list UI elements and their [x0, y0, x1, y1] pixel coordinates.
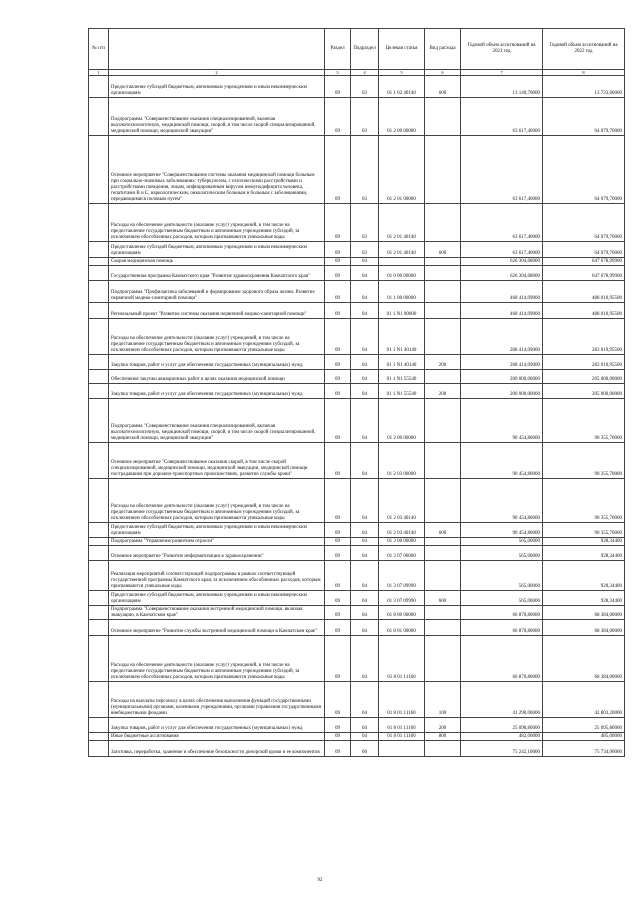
row-vr	[425, 479, 461, 523]
row-vr	[425, 606, 461, 620]
row-podrazdel: 04	[351, 281, 379, 303]
row-amount-2021: 565,00000	[461, 561, 543, 591]
row-amount-2022: 488 010,95500	[543, 303, 625, 319]
row-csr: 01 1 N1 55540	[379, 370, 425, 384]
row-name: Расходы на выплаты персоналу в целях обеспечения выполнения функций государственными (муниципальными) органами, казенными учреждениями, органами управления государственными внебюджетными фондами	[109, 682, 325, 718]
row-vr	[425, 561, 461, 591]
row-amount-2021: 468 414,09000	[461, 303, 543, 319]
row-amount-2021: 565,00000	[461, 546, 543, 561]
row-razdel: 09	[325, 319, 351, 355]
row-csr: 01 2 03 00000	[379, 443, 425, 479]
row-razdel: 09	[325, 98, 351, 136]
column-number: 3	[325, 70, 351, 76]
row-number	[89, 591, 109, 606]
row-csr: 01 8 01 11160	[379, 682, 425, 718]
row-name: Расходы на обеспечение деятельности (оказание услуг) учреждений, в том числе на предоставление государственным бюджетным и автономным учреждениям субсидий, за исключением обособленных расходов, которым присваиваются уникальные коды	[109, 319, 325, 355]
row-podrazdel: 03	[351, 242, 379, 258]
row-amount-2022: 68 384,00000	[543, 606, 625, 620]
row-podrazdel: 04	[351, 523, 379, 538]
row-csr: 01 2 03 40140	[379, 479, 425, 523]
row-csr: 01 2 00 00000	[379, 399, 425, 443]
row-podrazdel: 04	[351, 538, 379, 546]
row-podrazdel: 04	[351, 370, 379, 384]
row-vr	[425, 136, 461, 204]
row-csr: 01 3 07 09990	[379, 591, 425, 606]
table-row	[89, 636, 625, 682]
table-row	[89, 620, 625, 636]
row-name: Обеспечение закупки авиационных работ в целях оказания медицинской помощи	[109, 370, 325, 384]
table-row	[89, 682, 625, 718]
row-name: Предоставление субсидий бюджетным, автономным учреждениям и иным некоммерческим организациям	[109, 591, 325, 606]
row-razdel: 09	[325, 443, 351, 479]
row-name: Государственная программа Камчатского края "Развитие здравоохранения Камчатского края"	[109, 266, 325, 281]
row-amount-2021: 268 414,09000	[461, 319, 543, 355]
row-name: Скорая медицинская помощь	[109, 258, 325, 266]
row-vr: 200	[425, 718, 461, 733]
row-amount-2021: 626 304,68000	[461, 258, 543, 266]
row-razdel: 09	[325, 741, 351, 757]
row-razdel: 09	[325, 281, 351, 303]
table-row	[89, 384, 625, 399]
budget-table	[88, 28, 625, 757]
header-num: № п/п	[89, 29, 109, 70]
row-number	[89, 281, 109, 303]
table-row	[89, 399, 625, 443]
row-amount-2021: 468 414,09000	[461, 281, 543, 303]
row-name: Основное мероприятие "Совершенствование оказания скорой, в том числе скорой специализированной, медицинской помощи, медицинской эвакуации, медицинской помощи пострадавшим при дорожно-транспортных происшествиях, развитие службы крови"	[109, 443, 325, 479]
row-amount-2022: 928,34400	[543, 591, 625, 606]
row-amount-2021: 482,00000	[461, 733, 543, 741]
row-name: Основное мероприятие "Совершенствование системы оказания медицинской помощи больным при социально-значимых заболеваниях: туберкулезом, с психическими расстройствами и расстройствами поведения, лицам, инфицированным вирусом иммунодефицита человека, гепатитами B и C, наркологическим, онкологическим больным и больным с заболеваниями, передающимися половым путем"	[109, 136, 325, 204]
column-number: 7	[461, 70, 543, 76]
column-number: 4	[351, 70, 379, 76]
row-razdel: 09	[325, 538, 351, 546]
row-vr	[425, 281, 461, 303]
row-razdel: 09	[325, 479, 351, 523]
header-2021: Годовой объем ассигнований на 2021 год	[461, 29, 543, 70]
row-amount-2021: 25 098,80000	[461, 718, 543, 733]
row-amount-2021: 200 000,00000	[461, 370, 543, 384]
row-number	[89, 370, 109, 384]
row-amount-2021: 63 617,40000	[461, 136, 543, 204]
row-amount-2021: 90 454,80000	[461, 443, 543, 479]
row-podrazdel: 04	[351, 258, 379, 266]
column-number: 6	[425, 70, 461, 76]
row-csr: 01 1 N1 40140	[379, 355, 425, 370]
row-amount-2022: 928,34400	[543, 561, 625, 591]
table-row	[89, 370, 625, 384]
row-razdel: 09	[325, 303, 351, 319]
row-name: Предоставление субсидий бюджетным, автономным учреждениям и иным некоммерческим организациям	[109, 242, 325, 258]
row-csr: 01 8 01 11160	[379, 636, 425, 682]
row-number	[89, 620, 109, 636]
row-podrazdel: 04	[351, 443, 379, 479]
row-podrazdel: 03	[351, 76, 379, 98]
row-amount-2021: 90 454,80000	[461, 479, 543, 523]
row-podrazdel: 04	[351, 606, 379, 620]
row-csr: 01 8 01 00000	[379, 620, 425, 636]
row-csr: 01 2 01 00000	[379, 136, 425, 204]
column-number: 2	[109, 70, 325, 76]
column-number: 8	[543, 70, 625, 76]
row-podrazdel: 04	[351, 620, 379, 636]
row-vr	[425, 204, 461, 242]
row-razdel: 09	[325, 76, 351, 98]
row-razdel: 09	[325, 620, 351, 636]
row-amount-2022: 25 095,80000	[543, 718, 625, 733]
table-row	[89, 591, 625, 606]
row-number	[89, 538, 109, 546]
row-podrazdel: 04	[351, 479, 379, 523]
row-podrazdel: 04	[351, 399, 379, 443]
table-row	[89, 281, 625, 303]
row-name: Региональный проект "Развитие системы оказания первичной медико-санитарной помощи"	[109, 303, 325, 319]
row-name: Подпрограмма "Профилактика заболеваний и формирование здорового образа жизни. Развитие первичной медико-санитарной помощи"	[109, 281, 325, 303]
row-name: Реализация мероприятий соответствующей подпрограммы в рамках соответствующей государственной программы Камчатского края, за исключением обособленных расходов, которым присваиваются уникальные коды	[109, 561, 325, 591]
table-row	[89, 204, 625, 242]
row-csr: 01 8 00 00000	[379, 606, 425, 620]
row-razdel: 09	[325, 355, 351, 370]
table-row	[89, 242, 625, 258]
row-vr	[425, 266, 461, 281]
row-number	[89, 384, 109, 399]
row-number	[89, 98, 109, 136]
row-podrazdel: 04	[351, 718, 379, 733]
row-csr: 01 8 01 11160	[379, 718, 425, 733]
row-amount-2022: 488 010,95500	[543, 281, 625, 303]
row-amount-2022: 647 678,99900	[543, 258, 625, 266]
row-amount-2021: 66 870,80000	[461, 620, 543, 636]
row-amount-2021: 41 290,00000	[461, 682, 543, 718]
row-razdel: 09	[325, 384, 351, 399]
row-amount-2022: 75 734,90000	[543, 741, 625, 757]
row-name: Предоставление субсидий бюджетным, автономным учреждениям и иным некоммерческим организациям	[109, 76, 325, 98]
row-number	[89, 443, 109, 479]
table-row	[89, 523, 625, 538]
table-row	[89, 76, 625, 98]
row-podrazdel: 04	[351, 591, 379, 606]
row-amount-2022: 928,34400	[543, 538, 625, 546]
row-amount-2021: 66 870,80000	[461, 606, 543, 620]
row-csr: 01 2 03 40140	[379, 523, 425, 538]
row-amount-2021: 63 617,40000	[461, 98, 543, 136]
row-podrazdel: 04	[351, 682, 379, 718]
table-header-row	[89, 29, 625, 70]
row-csr	[379, 258, 425, 266]
row-amount-2022: 90 355,70000	[543, 523, 625, 538]
header-podrazdel: Подраздел	[351, 29, 379, 70]
row-amount-2022: 42 803,20000	[543, 682, 625, 718]
row-vr	[425, 620, 461, 636]
row-amount-2021: 200 000,00000	[461, 384, 543, 399]
row-amount-2022: 68 384,00000	[543, 636, 625, 682]
row-name: Основное мероприятие "Развитие информатизации в здравоохранении"	[109, 546, 325, 561]
row-razdel: 09	[325, 258, 351, 266]
row-csr: 01 2 01 40140	[379, 204, 425, 242]
row-razdel: 09	[325, 733, 351, 741]
table-row	[89, 718, 625, 733]
row-podrazdel: 04	[351, 561, 379, 591]
row-number	[89, 242, 109, 258]
row-razdel: 09	[325, 636, 351, 682]
row-amount-2022: 485,00000	[543, 733, 625, 741]
table-row	[89, 733, 625, 741]
header-razdel: Раздел	[325, 29, 351, 70]
header-2022: Годовой объем ассигнований на 2022 год	[543, 29, 625, 70]
row-number	[89, 523, 109, 538]
row-vr	[425, 538, 461, 546]
row-podrazdel: 04	[351, 384, 379, 399]
table-row	[89, 561, 625, 591]
row-number	[89, 479, 109, 523]
row-amount-2022: 13 733,60000	[543, 76, 625, 98]
row-vr: 600	[425, 242, 461, 258]
row-razdel: 09	[325, 591, 351, 606]
row-podrazdel: 04	[351, 266, 379, 281]
row-podrazdel: 03	[351, 136, 379, 204]
header-name	[109, 29, 325, 70]
table-row	[89, 303, 625, 319]
row-vr	[425, 636, 461, 682]
row-razdel: 09	[325, 561, 351, 591]
row-name: Подпрограмма "Совершенствование оказания специализированной, включая высокотехнологичную, медицинской помощи, скорой, в том числе скорой специализированной, медицинской помощи, медицинской эвакуации"	[109, 399, 325, 443]
column-number: 1	[89, 70, 109, 76]
row-amount-2022: 64 079,70000	[543, 98, 625, 136]
row-number	[89, 561, 109, 591]
row-razdel: 09	[325, 266, 351, 281]
row-csr	[379, 741, 425, 757]
row-amount-2021: 66 870,80000	[461, 636, 543, 682]
row-number	[89, 636, 109, 682]
table-row	[89, 136, 625, 204]
row-csr: 01 3 07 00000	[379, 546, 425, 561]
row-name: Расходы на обеспечение деятельности (оказание услуг) учреждений, в том числе на предоставление государственным бюджетным и автономным учреждениям субсидий, за исключением обособленных расходов, которым присваиваются уникальные коды	[109, 479, 325, 523]
column-number: 5	[379, 70, 425, 76]
table-row	[89, 741, 625, 757]
row-razdel: 09	[325, 204, 351, 242]
table-row	[89, 266, 625, 281]
row-razdel: 09	[325, 370, 351, 384]
table-row	[89, 258, 625, 266]
row-number	[89, 258, 109, 266]
row-vr	[425, 370, 461, 384]
row-amount-2022: 64 079,70000	[543, 242, 625, 258]
row-vr	[425, 319, 461, 355]
row-amount-2021: 63 617,40000	[461, 204, 543, 242]
row-amount-2021: 626 304,68000	[461, 266, 543, 281]
row-podrazdel: 04	[351, 733, 379, 741]
row-csr: 01 0 00 00000	[379, 266, 425, 281]
row-amount-2022: 90 355,70000	[543, 479, 625, 523]
table-row	[89, 355, 625, 370]
row-csr: 01 1 00 00000	[379, 281, 425, 303]
row-amount-2021: 75 242,10000	[461, 741, 543, 757]
row-number	[89, 682, 109, 718]
row-amount-2022: 90 355,70000	[543, 443, 625, 479]
table-row	[89, 538, 625, 546]
row-csr: 01 8 01 11160	[379, 733, 425, 741]
row-razdel: 09	[325, 718, 351, 733]
row-podrazdel: 06	[351, 741, 379, 757]
header-csr: Целевая статья	[379, 29, 425, 70]
row-podrazdel: 03	[351, 204, 379, 242]
row-name: Закупка товаров, работ и услуг для обеспечения государственных (муниципальных) нужд	[109, 718, 325, 733]
row-csr: 01 1 N1 40140	[379, 319, 425, 355]
table-row	[89, 443, 625, 479]
row-amount-2021: 13 140,70000	[461, 76, 543, 98]
row-number	[89, 718, 109, 733]
row-vr: 600	[425, 523, 461, 538]
row-amount-2021: 565,00000	[461, 591, 543, 606]
table-row	[89, 319, 625, 355]
row-vr	[425, 258, 461, 266]
row-amount-2022: 283 010,95500	[543, 355, 625, 370]
row-amount-2021: 565,00000	[461, 538, 543, 546]
row-vr: 100	[425, 682, 461, 718]
budget-table-container	[88, 28, 624, 757]
row-amount-2022: 90 355,70000	[543, 399, 625, 443]
row-name: Закупка товаров, работ и услуг для обеспечения государственных (муниципальных) нужд	[109, 355, 325, 370]
row-amount-2022: 64 079,70000	[543, 136, 625, 204]
row-number	[89, 303, 109, 319]
row-number	[89, 741, 109, 757]
row-csr: 01 1 02 40140	[379, 76, 425, 98]
row-amount-2022: 647 678,99900	[543, 266, 625, 281]
row-razdel: 09	[325, 606, 351, 620]
page-number: 92	[317, 878, 323, 883]
row-razdel: 09	[325, 682, 351, 718]
row-amount-2022: 68 384,00000	[543, 620, 625, 636]
row-amount-2022: 928,34400	[543, 546, 625, 561]
row-number	[89, 355, 109, 370]
row-vr: 600	[425, 591, 461, 606]
row-vr	[425, 98, 461, 136]
row-razdel: 09	[325, 399, 351, 443]
row-number	[89, 136, 109, 204]
row-name: Подпрограмма "Совершенствование оказания специализированной, включая высокотехнологичную, медицинской помощи, скорой, в том числе скорой специализированной, медицинской помощи, медицинской эвакуации"	[109, 98, 325, 136]
row-vr	[425, 399, 461, 443]
row-number	[89, 399, 109, 443]
row-amount-2021: 90 454,80000	[461, 399, 543, 443]
row-name: Предоставление субсидий бюджетным, автономным учреждениям и иным некоммерческим организациям	[109, 523, 325, 538]
row-amount-2021: 63 617,40000	[461, 242, 543, 258]
row-name: Расходы на обеспечение деятельности (оказание услуг) учреждений, в том числе на предоставление государственным бюджетным и автономным учреждениям субсидий, за исключением обособленных расходов, которым присваиваются уникальные коды	[109, 636, 325, 682]
row-csr: 01 2 01 40140	[379, 242, 425, 258]
row-razdel: 09	[325, 523, 351, 538]
row-number	[89, 266, 109, 281]
row-amount-2022: 283 010,95500	[543, 319, 625, 355]
row-podrazdel: 04	[351, 355, 379, 370]
row-amount-2022: 205 000,00000	[543, 384, 625, 399]
row-name: Иные бюджетные ассигнования	[109, 733, 325, 741]
row-number	[89, 319, 109, 355]
row-csr: 01 3 07 09990	[379, 561, 425, 591]
row-number	[89, 733, 109, 741]
row-csr: 01 1 N1 55540	[379, 384, 425, 399]
row-razdel: 09	[325, 242, 351, 258]
row-number	[89, 204, 109, 242]
row-csr: 01 1 N1 00000	[379, 303, 425, 319]
row-name: Закупка товаров, работ и услуг для обеспечения государственных (муниципальных) нужд	[109, 384, 325, 399]
row-vr	[425, 741, 461, 757]
row-number	[89, 76, 109, 98]
row-amount-2021: 90 454,80000	[461, 523, 543, 538]
row-name: Расходы на обеспечение деятельности (оказание услуг) учреждений, в том числе на предоставление государственным бюджетным и автономным учреждениям субсидий, за исключением обособленных расходов, которым присваиваются уникальные коды	[109, 204, 325, 242]
row-podrazdel: 03	[351, 98, 379, 136]
row-vr: 600	[425, 76, 461, 98]
row-vr	[425, 443, 461, 479]
row-razdel: 09	[325, 136, 351, 204]
row-vr: 200	[425, 384, 461, 399]
row-name: Основное мероприятие "Развитие службы экстренной медицинской помощи в Камчатском крае"	[109, 620, 325, 636]
table-body	[89, 76, 625, 757]
row-name: Заготовка, переработка, хранение и обеспечение безопасности донорской крови и ее компонентов	[109, 741, 325, 757]
table-row	[89, 98, 625, 136]
row-number	[89, 606, 109, 620]
row-csr: 01 2 00 00000	[379, 98, 425, 136]
row-amount-2022: 64 079,70000	[543, 204, 625, 242]
row-vr: 200	[425, 355, 461, 370]
row-podrazdel: 04	[351, 546, 379, 561]
row-amount-2022: 205 000,00000	[543, 370, 625, 384]
row-number	[89, 546, 109, 561]
row-podrazdel: 04	[351, 319, 379, 355]
row-podrazdel: 04	[351, 303, 379, 319]
table-row	[89, 606, 625, 620]
row-name: Подпрограмма "Совершенствование оказания экстренной медицинской помощи, включая эвакуацию, в Камчатском крае"	[109, 606, 325, 620]
row-razdel: 09	[325, 546, 351, 561]
row-amount-2021: 268 414,09000	[461, 355, 543, 370]
row-vr: 800	[425, 733, 461, 741]
table-row	[89, 479, 625, 523]
table-row	[89, 546, 625, 561]
row-name: Подпрограмма "Управление развитием отрасли"	[109, 538, 325, 546]
row-csr: 01 3 00 00000	[379, 538, 425, 546]
row-podrazdel: 04	[351, 636, 379, 682]
row-vr	[425, 546, 461, 561]
header-vr: Вид расхода	[425, 29, 461, 70]
row-vr	[425, 303, 461, 319]
